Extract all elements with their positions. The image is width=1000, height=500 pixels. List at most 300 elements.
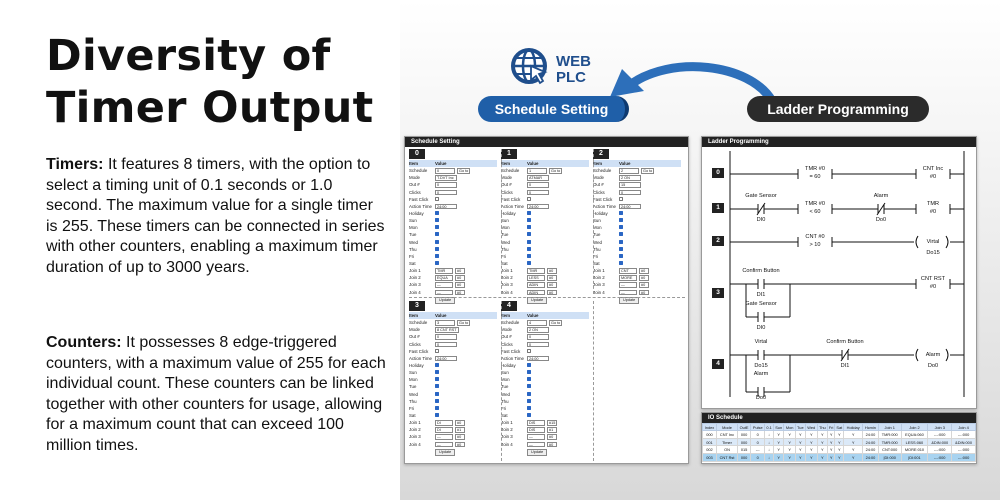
io-panel-title: IO Schedule	[702, 413, 976, 423]
clicks-input[interactable]: 0	[527, 190, 549, 195]
day-checkbox[interactable]	[619, 211, 623, 215]
fast-click-checkbox[interactable]	[527, 349, 531, 353]
day-checkbox[interactable]	[435, 240, 439, 244]
schedule-row-label: Schedule	[409, 168, 428, 174]
day-checkbox[interactable]	[619, 254, 623, 258]
mode-select[interactable]: 8 CNT RST	[437, 328, 457, 333]
table-cell: Y	[827, 438, 834, 446]
schedule-row-label: Sat	[409, 260, 416, 266]
table-cell: Y	[827, 431, 834, 439]
table-row[interactable]	[703, 431, 976, 439]
schedule-row	[409, 217, 497, 224]
table-cell: ↓	[765, 453, 774, 461]
schedule-row-label: Thu	[593, 246, 601, 252]
action-time-input[interactable]: 24:00	[435, 204, 457, 209]
table-cell: Y	[784, 446, 795, 454]
io-column-header: Pulse	[751, 424, 765, 431]
table-cell: Y	[817, 453, 827, 461]
clicks-input[interactable]: 0	[435, 342, 457, 347]
out-input[interactable]: 0	[435, 182, 457, 187]
tab-ladder-programming[interactable]: Ladder Programming	[747, 96, 929, 122]
schedule-row	[593, 210, 681, 217]
schedule-row-label: Fast Click	[501, 348, 521, 354]
schedule-row-label: Mon	[501, 377, 510, 383]
join-type-select[interactable]: TMR	[435, 268, 453, 273]
schedule-row-label: Thu	[409, 398, 417, 404]
logo-web-text: WEB	[556, 53, 591, 70]
divider	[501, 149, 502, 294]
table-cell: ---:000	[928, 453, 952, 461]
join-index-select[interactable]: #0	[639, 282, 649, 287]
schedule-row-label: Mode	[409, 175, 420, 181]
join-index-select[interactable]: #0	[455, 275, 465, 280]
join-type-select[interactable]: DI	[435, 427, 453, 432]
r1-output-label: TMR	[926, 201, 940, 207]
table-cell: 003	[703, 453, 717, 461]
day-checkbox[interactable]	[619, 232, 623, 236]
schedule-row-label: Sun	[501, 370, 509, 376]
r3-output-sub: #0	[929, 284, 937, 290]
schedule-row-label: Wed	[593, 239, 602, 245]
join-index-select[interactable]: #0	[455, 420, 465, 425]
join-type-select[interactable]: ADIN	[527, 290, 545, 295]
join-type-select[interactable]: EQUA	[435, 275, 453, 280]
day-checkbox[interactable]	[527, 218, 531, 222]
schedule-row	[409, 267, 497, 274]
schedule-row	[501, 174, 589, 181]
table-cell: ---:000	[952, 446, 976, 454]
day-checkbox[interactable]	[435, 384, 439, 388]
schedule-row	[593, 260, 681, 267]
day-checkbox[interactable]	[435, 413, 439, 417]
table-cell: Y	[817, 446, 827, 454]
table-cell: Y	[805, 438, 817, 446]
clicks-input[interactable]: 0	[527, 342, 549, 347]
goto-button[interactable]: Go to	[551, 169, 561, 174]
schedule-row	[409, 398, 497, 405]
schedule-row-label: Action Time	[593, 203, 616, 209]
join-type-select[interactable]: —	[527, 442, 545, 447]
schedule-row	[501, 196, 589, 203]
mode-select[interactable]: 2 ON	[619, 175, 641, 180]
day-checkbox[interactable]	[619, 218, 623, 222]
schedule-select[interactable]: 2	[619, 168, 639, 173]
join-type-select[interactable]: CNT	[619, 268, 637, 273]
schedule-row	[501, 181, 589, 188]
join-type-select[interactable]: —	[435, 442, 453, 447]
schedule-row-label: Join 2	[409, 275, 421, 281]
io-column-header: Thu	[818, 424, 826, 430]
page-headline	[46, 30, 386, 134]
divider	[501, 301, 502, 461]
io-column-header: Join 4	[952, 424, 976, 431]
schedule-row-label: Out #	[409, 334, 420, 340]
action-time-input[interactable]: 24:00	[527, 204, 549, 209]
value-header: Value	[527, 161, 539, 166]
io-column-header: Holiday	[844, 424, 863, 431]
day-checkbox[interactable]	[435, 225, 439, 229]
day-checkbox[interactable]	[527, 406, 531, 410]
day-checkbox[interactable]	[619, 225, 623, 229]
schedule-select[interactable]: 4	[527, 320, 547, 325]
schedule-row	[409, 362, 497, 369]
schedule-row	[409, 405, 497, 412]
schedule-block-number: 2	[593, 149, 609, 159]
schedule-select[interactable]: 3	[435, 320, 455, 325]
join-type-select[interactable]: —	[435, 282, 453, 287]
schedule-row	[501, 253, 589, 260]
day-checkbox[interactable]	[527, 370, 531, 374]
goto-button[interactable]: Go to	[459, 169, 469, 174]
fast-click-checkbox[interactable]	[435, 349, 439, 353]
day-checkbox[interactable]	[527, 413, 531, 417]
out-input[interactable]: 0	[435, 334, 457, 339]
join-type-select[interactable]: DIS	[527, 420, 545, 425]
day-checkbox[interactable]	[435, 370, 439, 374]
day-checkbox[interactable]	[435, 218, 439, 222]
day-checkbox[interactable]	[527, 261, 531, 265]
schedule-row-label: Join 3	[409, 282, 421, 288]
value-header: Value	[435, 313, 447, 318]
table-row[interactable]	[703, 446, 976, 454]
table-cell: ---:000	[952, 431, 976, 439]
io-column-header: Index	[703, 424, 717, 431]
join-index-select[interactable]: #0	[547, 268, 557, 273]
schedule-row-label: Schedule	[593, 168, 612, 174]
schedule-row-label: Sun	[409, 218, 417, 224]
schedule-row-label: Mon	[593, 225, 602, 231]
schedule-row	[409, 369, 497, 376]
r1-alarm-label: Alarm	[873, 193, 889, 199]
table-cell: Y	[817, 431, 827, 439]
logo-plc-text: PLC	[556, 69, 586, 86]
fast-click-checkbox[interactable]	[435, 197, 439, 201]
schedule-row	[593, 181, 681, 188]
io-column-header: Fri	[828, 424, 834, 430]
schedule-row-label: Thu	[501, 398, 509, 404]
day-checkbox[interactable]	[619, 240, 623, 244]
table-row[interactable]	[703, 438, 976, 446]
schedule-row	[593, 217, 681, 224]
table-cell: LESS:060	[901, 438, 928, 446]
schedule-row	[409, 412, 497, 419]
day-checkbox[interactable]	[527, 247, 531, 251]
table-cell: ---:000	[952, 453, 976, 461]
schedule-row-label: Action Time	[409, 355, 432, 361]
join-index-select[interactable]: #15	[549, 421, 556, 426]
join-index-select[interactable]: #0	[455, 442, 465, 447]
schedule-block-4	[501, 301, 589, 456]
schedule-header-row	[593, 160, 681, 167]
join-index-select[interactable]: #0	[455, 290, 465, 295]
day-checkbox[interactable]	[527, 240, 531, 244]
join-type-select[interactable]: MORE	[619, 275, 637, 280]
r1-output-sub: #0	[929, 209, 937, 215]
out-input[interactable]: 0	[527, 182, 549, 187]
table-cell: Y	[835, 438, 844, 446]
join-index-select[interactable]: #0	[547, 442, 557, 447]
io-column-header: Wed	[807, 424, 816, 430]
timers-paragraph	[46, 155, 386, 279]
webplc-logo	[509, 44, 605, 90]
counters-label: Counters:	[46, 334, 122, 351]
table-cell: &DIN:000	[952, 438, 976, 446]
schedule-row	[593, 167, 681, 174]
schedule-row	[501, 433, 589, 440]
schedule-block-number: 0	[409, 149, 425, 159]
table-cell: Y	[795, 438, 805, 446]
schedule-row	[501, 267, 589, 274]
table-cell: Y	[773, 446, 784, 454]
schedule-row-label: Join 1	[409, 420, 421, 426]
join-type-select[interactable]: DI	[435, 420, 453, 425]
item-header: Item	[501, 313, 511, 318]
io-column-header: Sat	[836, 424, 843, 430]
schedule-row-label: Tue	[501, 384, 509, 390]
schedule-row	[593, 189, 681, 196]
join-index-select[interactable]: #0	[547, 290, 557, 295]
r4-virtal-label: Virtal	[754, 339, 768, 345]
r2-counter-label: CNT #0	[805, 234, 825, 240]
io-column-header: 0.1	[766, 424, 772, 430]
day-checkbox[interactable]	[527, 225, 531, 229]
join-type-select[interactable]: DIS	[527, 427, 545, 432]
schedule-row-label: Sat	[409, 412, 416, 418]
value-header: Value	[435, 161, 447, 166]
r4-confirm-button-label: Confirm Button	[826, 339, 864, 345]
day-checkbox[interactable]	[435, 232, 439, 236]
schedule-block-1	[501, 149, 589, 304]
schedule-row-label: Mode	[501, 175, 512, 181]
join-index-select[interactable]: #1	[455, 427, 465, 432]
schedule-row-label: Join 2	[501, 275, 513, 281]
schedule-row-label: Join 3	[593, 282, 605, 288]
action-time-input[interactable]: 24:00	[619, 204, 641, 209]
r0-contact-label: TMR #0	[805, 166, 825, 172]
value-header: Value	[619, 161, 631, 166]
schedule-row	[501, 426, 589, 433]
update-button[interactable]: Update	[527, 297, 547, 305]
r4-do15-label: Do15	[754, 363, 768, 369]
rung-number-2: 2	[712, 236, 724, 246]
schedule-row	[501, 239, 589, 246]
schedule-row-label: Clicks	[501, 189, 513, 195]
io-column-header: Tue	[797, 424, 804, 430]
day-checkbox[interactable]	[527, 363, 531, 367]
update-button[interactable]: Update	[619, 297, 639, 305]
schedule-row	[409, 260, 497, 267]
schedule-row	[593, 289, 681, 296]
join-type-select[interactable]: TMR	[527, 268, 545, 273]
schedule-panel-title: Schedule Setting	[405, 137, 688, 147]
schedule-row-label: Holiday	[409, 362, 424, 368]
r4-output-label: Alarm	[925, 352, 941, 358]
day-checkbox[interactable]	[527, 254, 531, 258]
action-time-input[interactable]: 24:00	[435, 356, 457, 361]
day-checkbox[interactable]	[435, 363, 439, 367]
update-button[interactable]: Update	[435, 297, 455, 305]
schedule-block-number: 1	[501, 149, 517, 159]
mode-select[interactable]: T.DVT Inc	[435, 175, 457, 180]
join-type-select[interactable]: —	[435, 290, 453, 295]
schedule-row	[593, 174, 681, 181]
join-index-select[interactable]: #1	[547, 427, 557, 432]
schedule-row	[593, 231, 681, 238]
update-button[interactable]: Update	[435, 449, 455, 457]
schedule-row-label: Holiday	[501, 362, 516, 368]
io-column-header: Join 3	[928, 424, 952, 431]
table-cell: Y	[835, 431, 844, 439]
schedule-row	[409, 289, 497, 296]
table-cell: Y	[795, 431, 805, 439]
join-type-select[interactable]: —	[527, 434, 545, 439]
join-type-select[interactable]: LESS	[527, 275, 545, 280]
table-cell: CNT Inc	[716, 431, 737, 439]
table-cell: 000	[738, 438, 751, 446]
schedule-row	[593, 267, 681, 274]
io-column-header: Join 1	[878, 424, 901, 431]
fast-click-checkbox[interactable]	[619, 197, 623, 201]
out-input[interactable]: 15	[619, 182, 641, 187]
schedule-row-label: Clicks	[409, 189, 421, 195]
table-cell: Y	[784, 453, 795, 461]
schedule-row-label: Action Time	[501, 355, 524, 361]
schedule-row	[409, 383, 497, 390]
action-time-input[interactable]: 24:00	[527, 356, 549, 361]
io-column-header: OutE	[738, 424, 751, 431]
day-checkbox[interactable]	[435, 399, 439, 403]
out-input[interactable]: 0	[527, 334, 549, 339]
schedule-row	[501, 369, 589, 376]
day-checkbox[interactable]	[619, 261, 623, 265]
mode-select[interactable]: 2 ON	[527, 327, 549, 332]
join-index-select[interactable]: #0	[639, 275, 649, 280]
schedule-row-label: Sun	[501, 218, 509, 224]
day-checkbox[interactable]	[527, 232, 531, 236]
join-type-select[interactable]: ADIN	[527, 282, 545, 287]
r0-contact-sub: = 60	[809, 174, 821, 180]
table-cell: Y	[844, 438, 863, 446]
schedule-header-row	[409, 312, 497, 319]
schedule-row-label: Mon	[409, 225, 418, 231]
day-checkbox[interactable]	[435, 406, 439, 410]
item-header: Item	[593, 161, 603, 166]
join-index-select[interactable]: #0	[455, 434, 465, 439]
schedule-row	[409, 426, 497, 433]
table-cell: 015	[738, 446, 751, 454]
schedule-row	[501, 348, 589, 355]
tab-schedule-setting[interactable]: Schedule Setting	[478, 96, 629, 122]
join-index-select[interactable]: #0	[547, 282, 557, 287]
schedule-setting-panel	[404, 136, 689, 464]
join-type-select[interactable]: —	[619, 282, 637, 287]
schedule-row-label: Wed	[409, 239, 418, 245]
mode-select[interactable]: ATMAR	[527, 175, 549, 180]
schedule-row-label: Wed	[501, 239, 510, 245]
globe-cursor-icon	[509, 44, 553, 88]
day-checkbox[interactable]	[435, 392, 439, 396]
join-index-select[interactable]: #0	[455, 282, 465, 287]
update-button[interactable]: Update	[527, 449, 547, 457]
schedule-row	[409, 348, 497, 355]
clicks-input[interactable]: 0	[435, 190, 457, 195]
r3-confirm-button-label: Confirm Button	[742, 268, 780, 274]
day-checkbox[interactable]	[527, 377, 531, 381]
schedule-row	[593, 246, 681, 253]
goto-button[interactable]: Go to	[643, 169, 653, 174]
join-type-select[interactable]: —	[435, 434, 453, 439]
schedule-row	[409, 210, 497, 217]
table-cell: ---:000	[928, 431, 952, 439]
fast-click-checkbox[interactable]	[527, 197, 531, 201]
rung-number-0: 0	[712, 168, 724, 178]
schedule-block-2	[593, 149, 681, 304]
schedule-row-label: Mon	[501, 225, 510, 231]
table-cell: TMR:000	[878, 431, 901, 439]
io-column-header: Sun	[775, 424, 783, 430]
goto-button[interactable]: Go to	[459, 321, 469, 326]
day-checkbox[interactable]	[435, 377, 439, 381]
join-index-select[interactable]: #0	[639, 290, 649, 295]
schedule-select[interactable]: 1	[527, 168, 547, 173]
table-cell: MORE:010	[901, 446, 928, 454]
join-index-select[interactable]: #0	[547, 275, 557, 280]
schedule-select[interactable]: 0	[435, 168, 455, 173]
schedule-row-label: Fri	[501, 253, 507, 259]
schedule-row	[593, 203, 681, 210]
schedule-row	[501, 260, 589, 267]
join-index-select[interactable]: #0	[547, 434, 557, 439]
day-checkbox[interactable]	[435, 261, 439, 265]
io-column-header: Mon	[785, 424, 794, 430]
day-checkbox[interactable]	[527, 384, 531, 388]
schedule-row-label: Action Time	[501, 203, 524, 209]
day-checkbox[interactable]	[435, 254, 439, 258]
join-index-select[interactable]: #0	[455, 268, 465, 273]
day-checkbox[interactable]	[435, 247, 439, 251]
table-cell: EQUA:060	[901, 431, 928, 439]
day-checkbox[interactable]	[619, 247, 623, 251]
schedule-row-label: Join 1	[409, 268, 421, 274]
join-type-select[interactable]: —	[619, 290, 637, 295]
table-row[interactable]	[703, 453, 976, 461]
io-column-header: Join 2	[901, 424, 928, 431]
timers-text: It features 8 timers, with the option to select a timing unit of 0.1 seconds or 1.0 second. The maximum value for a single timer is 255. These timers can be connected in series with other counters, enabling a maximum timer duration of up to 3000 years.	[46, 156, 385, 276]
goto-button[interactable]: Go to	[551, 321, 561, 326]
day-checkbox[interactable]	[435, 211, 439, 215]
r4-di1-label: DI1	[840, 363, 850, 369]
schedule-row-label: Schedule	[409, 320, 428, 326]
day-checkbox[interactable]	[527, 399, 531, 403]
schedule-row	[409, 333, 497, 340]
schedule-row-label: Holiday	[593, 210, 608, 216]
table-cell: CNT:000	[878, 446, 901, 454]
join-index-select[interactable]: #0	[639, 268, 649, 273]
divider	[593, 149, 594, 294]
schedule-row	[409, 419, 497, 426]
schedule-row-label: Join 4	[501, 441, 513, 447]
schedule-row-label: Thu	[409, 246, 417, 252]
schedule-row	[501, 419, 589, 426]
schedule-row	[501, 376, 589, 383]
schedule-row	[409, 281, 497, 288]
day-checkbox[interactable]	[527, 211, 531, 215]
clicks-input[interactable]: 0	[619, 190, 641, 195]
schedule-row	[501, 210, 589, 217]
schedule-row-label: Sat	[501, 260, 508, 266]
day-checkbox[interactable]	[527, 392, 531, 396]
r4-output-sub: Do0	[927, 363, 939, 369]
